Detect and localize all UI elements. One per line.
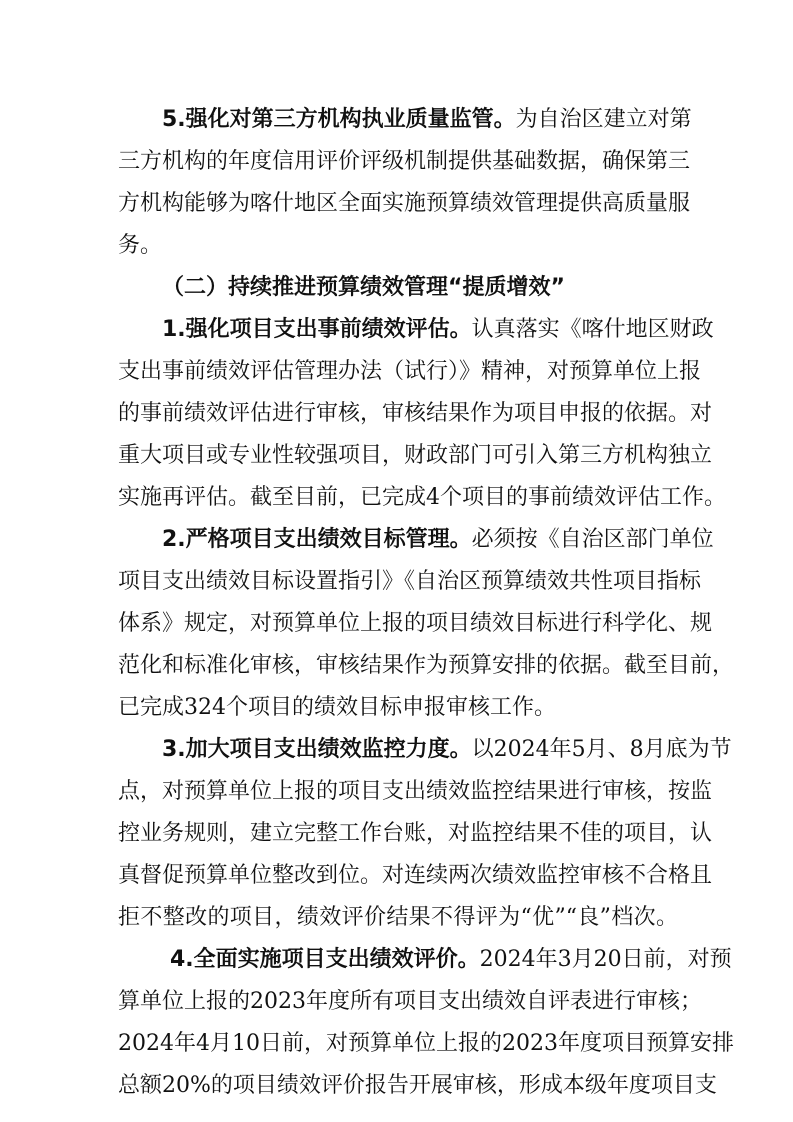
paragraph-text: 以2024年5月、8月底为节 [471,737,732,762]
paragraph-line: 真督促预算单位整改到位。对连续两次绩效监控审核不合格且 [118,863,713,888]
paragraph-line [162,314,714,346]
paragraph-text: 为自治区建立对第 [515,107,692,132]
paragraph-lead: 1.强化项目支出事前绩效评估。 [162,317,472,342]
paragraph-line: 已完成324个项目的绩效目标申报审核工作。 [118,695,556,720]
paragraph-line: 三方机构的年度信用评价评级机制提供基础数据，确保第三 [118,149,691,174]
paragraph-line: 控业务规则，建立完整工作台账，对监控结果不佳的项目，认 [118,821,713,846]
paragraph-line [162,524,714,556]
paragraph-line: 重大项目或专业性较强项目，财政部门可引入第三方机构独立 [118,443,713,468]
section-heading: （二）持续推进预算绩效管理“提质增效” [162,275,565,300]
paragraph-line [162,104,692,136]
paragraph-line: 项目支出绩效目标设置指引》《自治区预算绩效共性项目指标 [118,569,702,594]
paragraph-line: 算单位上报的2023年度所有项目支出绩效自评表进行审核； [118,989,702,1014]
paragraph-line: 实施再评估。截至目前，已完成4个项目的事前绩效评估工作。 [118,485,726,510]
paragraph-line: 方机构能够为喀什地区全面实施预算绩效管理提供高质量服 [118,191,691,216]
paragraph-line [170,944,732,976]
paragraph-text: 2024年3月20日前，对预 [479,947,732,972]
paragraph-line: 点，对预算单位上报的项目支出绩效监控结果进行审核，按监 [118,779,713,804]
paragraph-line: 务。 [118,233,163,258]
paragraph-line: 2024年4月10日前，对预算单位上报的2023年度项目预算安排 [118,1031,734,1056]
paragraph-line [162,734,732,766]
paragraph-line: 的事前绩效评估进行审核，审核结果作为项目申报的依据。对 [118,401,713,426]
paragraph-text: 认真落实《喀什地区财政 [471,317,714,342]
paragraph-lead: 5.强化对第三方机构执业质量监管。 [162,107,516,132]
paragraph-line: 范化和标准化审核，审核结果作为预算安排的依据。截至目前， [118,653,735,678]
paragraph-line: 拒不整改的项目，绩效评价结果不得评为“优”“良”档次。 [118,905,678,930]
paragraph-lead: 4.全面实施项目支出绩效评价。 [170,947,480,972]
paragraph-lead: 2.严格项目支出绩效目标管理。 [162,527,472,552]
paragraph-lead: 3.加大项目支出绩效监控力度。 [162,737,472,762]
paragraph-line: 体系》规定，对预算单位上报的项目绩效目标进行科学化、规 [118,611,713,636]
paragraph-line: 支出事前绩效评估管理办法（试行）》精神，对预算单位上报 [118,359,702,384]
paragraph-text: 必须按《自治区部门单位 [471,527,714,552]
paragraph-line: 总额20%的项目绩效评价报告开展审核，形成本级年度项目支 [118,1073,717,1098]
